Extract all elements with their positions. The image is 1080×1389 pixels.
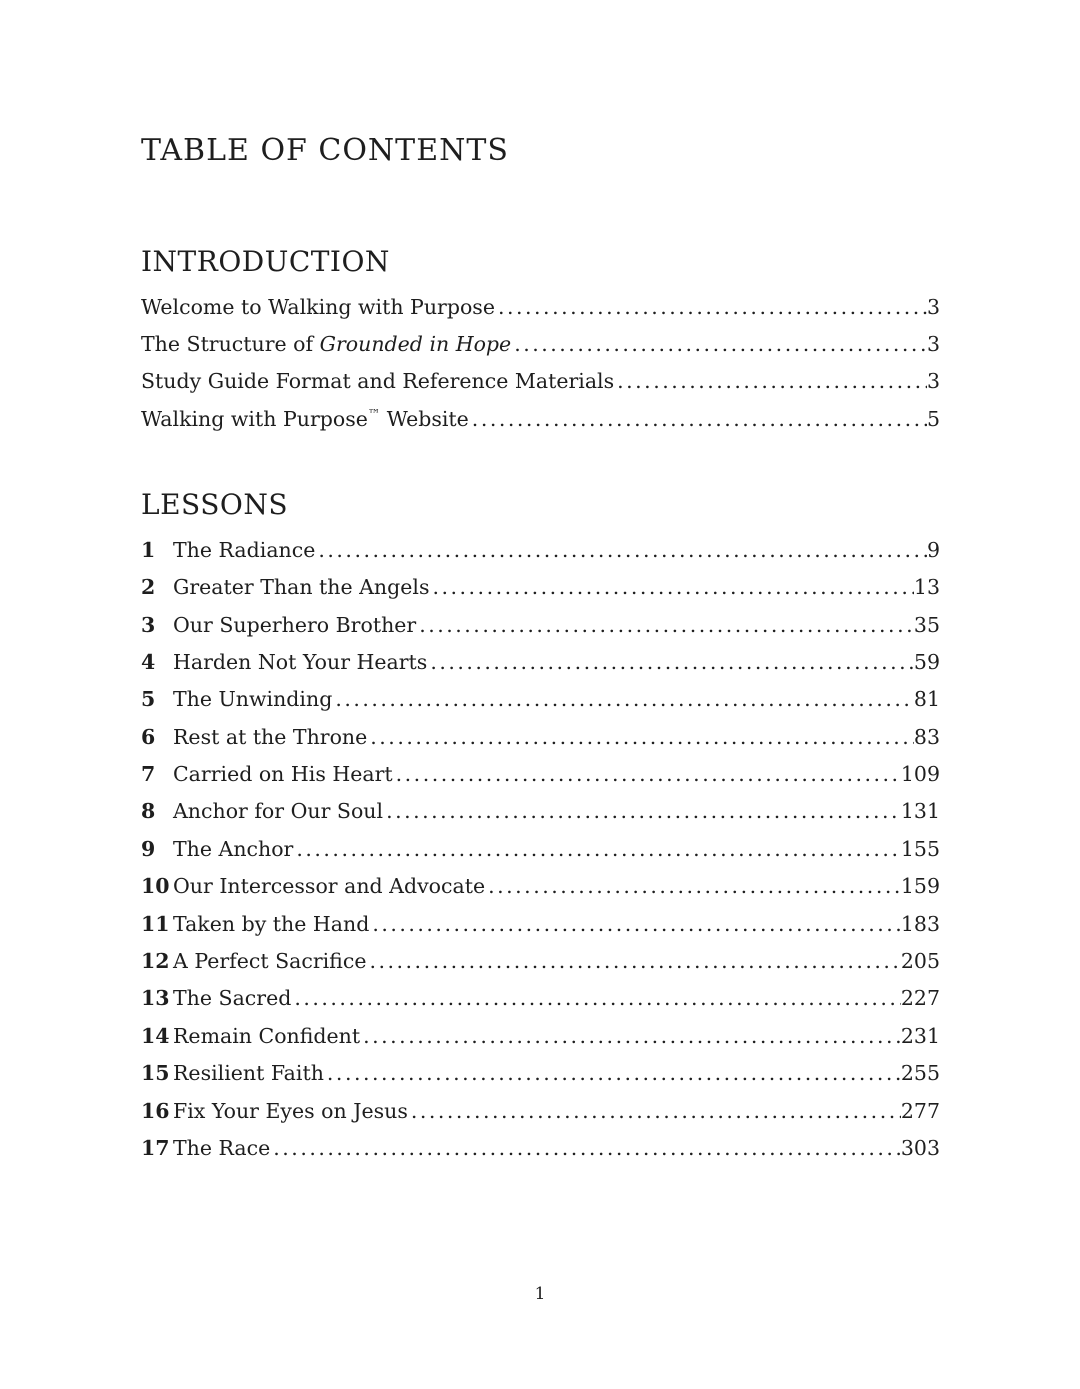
entry-title — [173, 1093, 408, 1130]
dot-leader — [366, 943, 900, 980]
toc-entry[interactable] — [141, 1093, 940, 1130]
page-footer — [0, 1284, 1080, 1304]
entry-title — [173, 569, 429, 606]
page-number: 1 — [534, 1284, 546, 1304]
entry-page-number: 83 — [913, 724, 940, 749]
entry-title — [173, 868, 485, 905]
entry-title — [173, 1018, 360, 1055]
entry-page-number: 3 — [926, 369, 940, 394]
page-title: TABLE OF CONTENTS — [141, 133, 509, 168]
entry-title-text: Remain Confident — [173, 1023, 361, 1048]
dot-leader — [485, 868, 901, 905]
entry-title-italic: Grounded in Hope — [319, 331, 512, 356]
toc-entry[interactable] — [141, 1130, 940, 1167]
entry-title-text: Carried on His Heart — [173, 762, 393, 787]
entry-title — [173, 906, 369, 943]
entry-page-number: 159 — [900, 874, 940, 899]
toc-entry[interactable] — [141, 906, 940, 943]
entry-page-number: 303 — [900, 1136, 940, 1160]
section-heading-lessons: LESSONS — [141, 488, 289, 522]
toc-list-introduction — [141, 289, 940, 439]
entry-title-text: The Unwinding — [173, 687, 333, 712]
section-heading-introduction: INTRODUCTION — [141, 245, 390, 278]
entry-page-number: 155 — [900, 836, 940, 861]
lesson-number: 17 — [141, 1136, 170, 1160]
entry-title-text: Resilient Faith — [173, 1061, 324, 1086]
entry-title-text: Walking with Purpose — [141, 406, 368, 431]
dot-leader — [427, 644, 914, 681]
lesson-number: 7 — [141, 762, 156, 787]
lesson-number: 12 — [141, 949, 170, 974]
entry-title — [173, 1055, 324, 1092]
entry-title-text: Study Guide Format and Reference Materials — [141, 369, 615, 394]
dot-leader — [315, 532, 927, 569]
lesson-number: 1 — [141, 537, 156, 562]
trademark-symbol: ™ — [367, 406, 381, 421]
entry-title — [173, 644, 427, 681]
dot-leader — [293, 831, 901, 868]
entry-page-number: 277 — [900, 1098, 940, 1123]
dot-leader — [495, 289, 927, 326]
dot-leader — [614, 363, 927, 400]
entry-title — [173, 532, 315, 569]
entry-title-text: The Structure of — [141, 331, 320, 356]
section-introduction — [141, 245, 940, 438]
entry-page-number: 183 — [900, 911, 940, 936]
entry-title-text: The Sacred — [173, 986, 292, 1011]
toc-entry[interactable] — [141, 607, 940, 644]
dot-leader — [416, 607, 914, 644]
entry-page-number: 109 — [900, 762, 940, 787]
lesson-number: 9 — [141, 836, 156, 861]
entry-page-number: 131 — [900, 799, 940, 824]
entry-title-tail: Website — [380, 406, 469, 431]
entry-title — [173, 756, 393, 793]
toc-entry[interactable] — [141, 943, 940, 980]
entry-page-number: 81 — [913, 687, 940, 712]
dot-leader — [469, 401, 927, 438]
toc-entry[interactable] — [141, 1055, 940, 1092]
dot-leader — [429, 569, 913, 606]
lesson-number: 5 — [141, 687, 156, 712]
lesson-number: 4 — [141, 649, 156, 674]
entry-title — [173, 719, 367, 756]
toc-entry[interactable] — [141, 569, 940, 606]
toc-entry[interactable] — [141, 289, 940, 326]
section-lessons — [141, 488, 940, 1167]
entry-title-text: Anchor for Our Soul — [173, 799, 384, 824]
entry-title-text: Rest at the Throne — [173, 724, 368, 749]
dot-leader — [367, 719, 914, 756]
toc-entry[interactable] — [141, 644, 940, 681]
entry-title-text: Our Superhero Brother — [173, 612, 417, 637]
toc-entry[interactable] — [141, 719, 940, 756]
entry-page-number: 255 — [900, 1061, 940, 1086]
lesson-number: 10 — [141, 874, 170, 899]
entry-title-text: Harden Not Your Hearts — [173, 649, 428, 674]
entry-page-number: 5 — [926, 406, 940, 431]
entry-page-number: 205 — [900, 949, 940, 974]
lesson-number: 14 — [141, 1023, 170, 1048]
lesson-number: 13 — [141, 986, 170, 1011]
entry-page-number: 3 — [926, 294, 940, 319]
toc-entry[interactable] — [141, 980, 940, 1017]
entry-title-text: A Perfect Sacrifice — [173, 949, 367, 974]
toc-entry[interactable] — [141, 681, 940, 718]
entry-title — [141, 289, 495, 326]
entry-title-text: Fix Your Eyes on Jesus — [173, 1098, 408, 1123]
entry-title-text: Our Intercessor and Advocate — [173, 874, 486, 899]
entry-page-number: 3 — [926, 331, 940, 356]
toc-entry[interactable] — [141, 1018, 940, 1055]
entry-title-text: Taken by the Hand — [173, 911, 370, 936]
dot-leader — [270, 1130, 901, 1167]
entry-title-text: Greater Than the Angels — [173, 575, 430, 600]
entry-page-number: 9 — [926, 537, 940, 562]
lesson-number: 3 — [141, 612, 156, 637]
lesson-number: 16 — [141, 1098, 170, 1123]
entry-title — [173, 681, 332, 718]
dot-leader — [360, 1018, 901, 1055]
lesson-number: 6 — [141, 724, 156, 749]
entry-title-text: Welcome to Walking with Purpose — [141, 294, 495, 319]
entry-title — [141, 401, 469, 438]
dot-leader — [383, 793, 901, 830]
entry-title — [173, 793, 383, 830]
lesson-number: 2 — [141, 575, 156, 600]
entry-title — [141, 363, 614, 400]
dot-leader — [393, 756, 901, 793]
entry-title — [173, 1130, 270, 1167]
toc-entry[interactable] — [141, 831, 940, 868]
entry-title — [173, 607, 416, 644]
entry-page-number: 35 — [913, 612, 940, 637]
entry-title — [173, 831, 293, 868]
entry-title-text: The Anchor — [173, 836, 294, 861]
dot-leader — [511, 326, 927, 363]
lesson-number: 11 — [141, 911, 170, 936]
entry-title — [141, 326, 511, 363]
lesson-number: 15 — [141, 1061, 170, 1086]
dot-leader — [324, 1055, 901, 1092]
dot-leader — [369, 906, 901, 943]
entry-title — [173, 943, 366, 980]
toc-list-lessons — [141, 532, 940, 1168]
dot-leader — [408, 1093, 901, 1130]
toc-entry[interactable] — [141, 363, 940, 400]
entry-title-text: The Race — [173, 1136, 271, 1160]
toc-entry[interactable] — [141, 401, 940, 438]
toc-entry[interactable] — [141, 793, 940, 830]
entry-page-number: 227 — [900, 986, 940, 1011]
entry-page-number: 13 — [913, 575, 940, 600]
entry-page-number: 59 — [913, 649, 940, 674]
dot-leader — [332, 681, 914, 718]
toc-entry[interactable] — [141, 756, 940, 793]
toc-entry[interactable] — [141, 868, 940, 905]
dot-leader — [291, 980, 901, 1017]
entry-title-text: The Radiance — [173, 537, 316, 562]
toc-entry[interactable] — [141, 326, 940, 363]
entry-page-number: 231 — [900, 1023, 940, 1048]
toc-entry[interactable] — [141, 532, 940, 569]
lesson-number: 8 — [141, 799, 156, 824]
entry-title — [173, 980, 291, 1017]
